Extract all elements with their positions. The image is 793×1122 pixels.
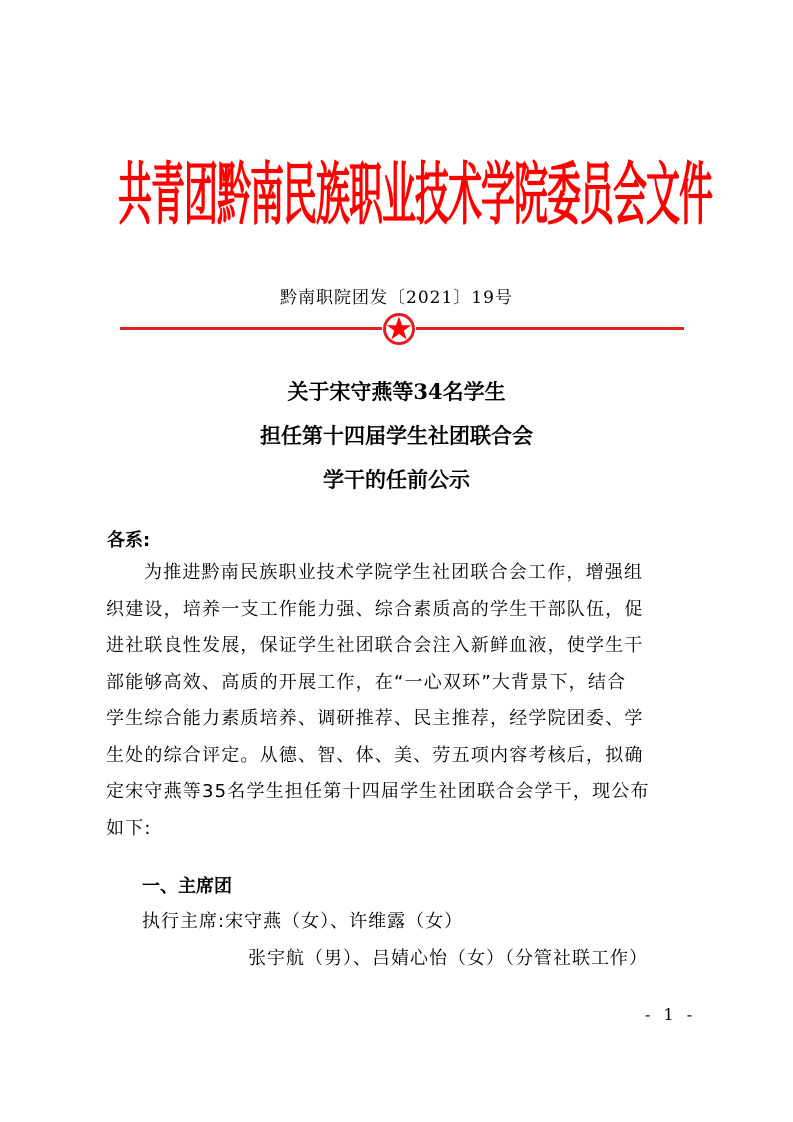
page-number: - 1 -: [645, 1005, 697, 1024]
paragraph-line: 为推进黔南民族职业技术学院学生社团联合会工作，增强组: [144, 562, 644, 583]
paragraph-line: 学生综合能力素质培养、调研推荐、民主推荐，经学院团委、学: [106, 708, 644, 729]
executive-chair-label: 执行主席:: [142, 911, 226, 932]
executive-chair-row: [142, 907, 463, 933]
executive-chair-names-continued: 张宇航（男）、吕婧心怡（女）（分管社联工作）: [248, 948, 648, 969]
salutation: 各系:: [107, 530, 151, 551]
star-in-circle-icon: [382, 312, 416, 346]
section-title-presidium: 一、主席团: [142, 876, 232, 897]
paragraph-line: 进社联良性发展，保证学生社团联合会注入新鲜血液，使学生干: [106, 635, 644, 656]
document-org-title: 共青团黔南民族职业技术学院委员会文件: [118, 156, 712, 236]
paragraph-line: 生处的综合评定。从德、智、体、美、劳五项内容考核后，拟确: [106, 744, 644, 766]
title-line-1: 关于宋守燕等34名学生: [287, 379, 506, 404]
paragraph-line: 部能够高效、高质的开展工作，在“一心双环”大背景下，结合: [106, 671, 627, 693]
red-divider-right: [416, 327, 684, 330]
title-line-3: 学干的任前公示: [323, 467, 470, 492]
paragraph-line: 定宋守燕等35名学生担任第十四届学生社团联合会学干，现公布: [106, 781, 650, 802]
paragraph-line: 如下:: [106, 817, 152, 839]
title-line-2: 担任第十四届学生社团联合会: [260, 423, 533, 448]
paragraph-line: 织建设，培养一支工作能力强、综合素质高的学生干部队伍，促: [106, 598, 644, 620]
body-paragraph: [106, 555, 696, 847]
document-number: 黔南职院团发〔2021〕19号: [280, 288, 513, 308]
executive-chair-names: 宋守燕（女）、许维露（女）: [225, 911, 464, 932]
red-divider-left: [120, 327, 382, 330]
